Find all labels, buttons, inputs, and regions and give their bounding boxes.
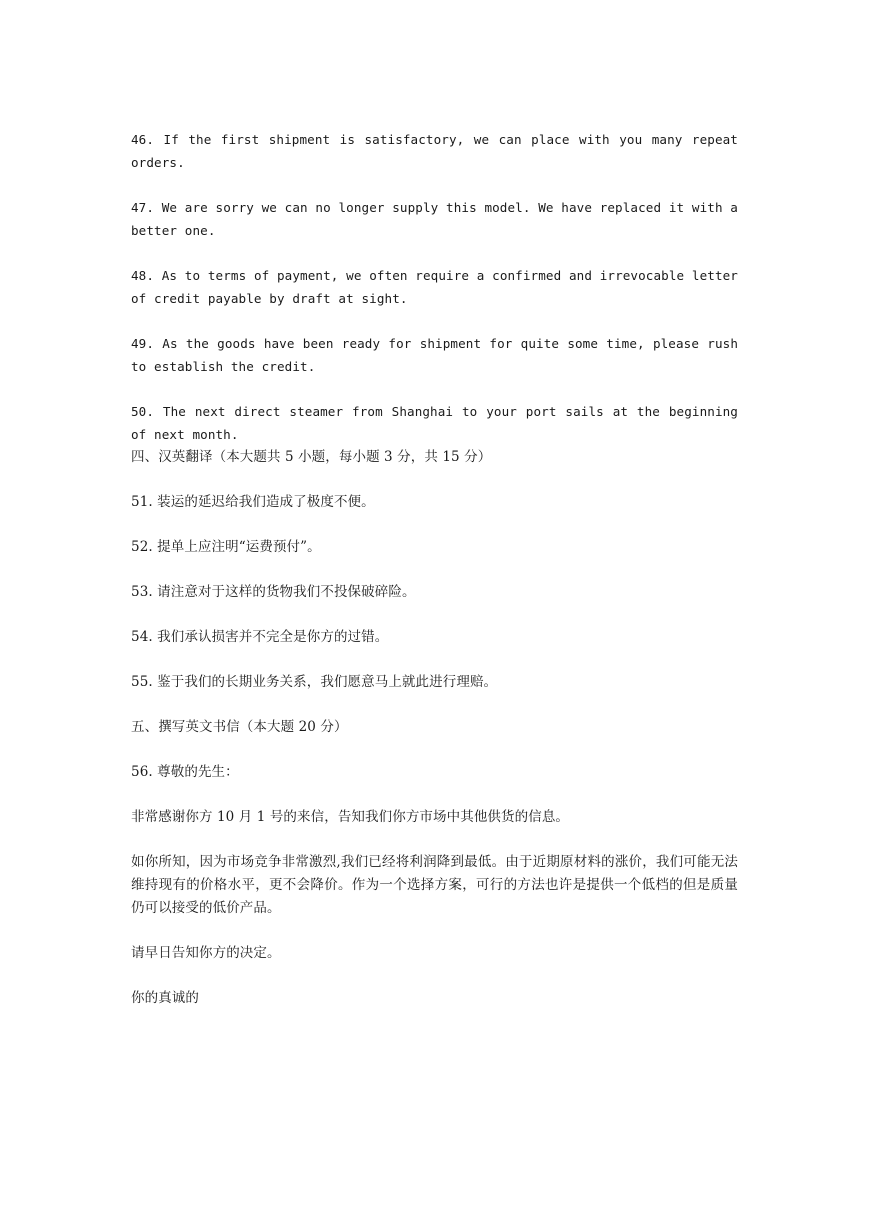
question-54: 54. 我们承认损害并不完全是你方的过错。 xyxy=(131,629,389,645)
question-47: 47. We are sorry we can no longer supply this model. We have replaced it with a better one. xyxy=(131,200,738,238)
question-55: 55. 鉴于我们的长期业务关系，我们愿意马上就此进行理赔。 xyxy=(131,674,498,690)
letter-paragraph-2: 如你所知，因为市场竞争非常激烈,我们已经将利润降到最低。由于近期原材料的涨价，我们可能无法维持现有的价格水平，更不会降价。作为一个选择方案，可行的方法也许是提供一个低档的但是质量仍可以接受的低价产品。 xyxy=(131,854,738,916)
letter-closing: 你的真诚的 xyxy=(131,990,199,1006)
section-4-heading: 四、汉英翻译（本大题共 5 小题，每小题 3 分，共 15 分） xyxy=(131,449,492,465)
letter-salutation: 56. 尊敬的先生： xyxy=(131,764,239,780)
question-50: 50. The next direct steamer from Shanghai to your port sails at the beginning of next month. xyxy=(131,404,738,442)
letter-paragraph-1: 非常感谢你方 10 月 1 号的来信，告知我们你方市场中其他供货的信息。 xyxy=(131,809,570,825)
question-52: 52. 提单上应注明“运费预付”。 xyxy=(131,539,321,555)
question-53: 53. 请注意对于这样的货物我们不投保破碎险。 xyxy=(131,584,416,600)
question-48: 48. As to terms of payment, we often require a confirmed and irrevocable letter of credit payable by draft at sight. xyxy=(131,268,738,306)
question-49: 49. As the goods have been ready for shipment for quite some time, please rush to establish the credit. xyxy=(131,336,738,374)
section-5-heading: 五、撰写英文书信（本大题 20 分） xyxy=(131,719,348,735)
question-46: 46. If the first shipment is satisfactory, we can place with you many repeat orders. xyxy=(131,132,738,170)
letter-paragraph-3: 请早日告知你方的决定。 xyxy=(131,945,281,961)
document-page xyxy=(131,128,738,1010)
question-51: 51. 装运的延迟给我们造成了极度不便。 xyxy=(131,494,375,510)
